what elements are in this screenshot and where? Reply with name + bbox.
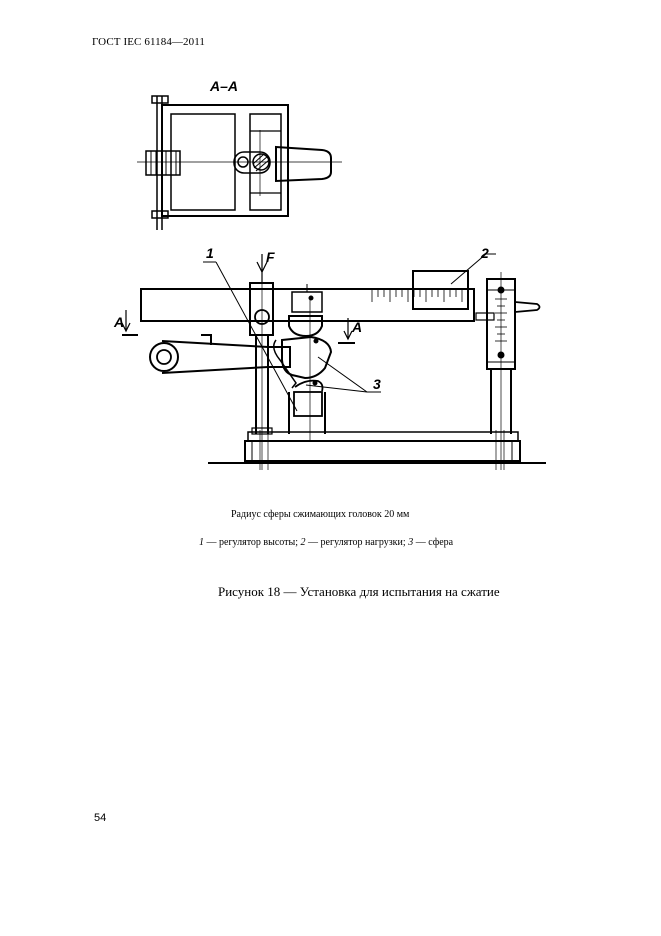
main-elevation-view (122, 254, 546, 470)
section-marker-right: А (352, 319, 363, 335)
document-header: ГОСТ IEC 61184—2011 (92, 36, 206, 48)
legend-text-1: — регулятор высоты; (204, 537, 301, 548)
figure-note: Радиус сферы сжимающих головок 20 мм (231, 509, 410, 520)
legend-num-2: 2 (300, 537, 306, 548)
section-marker-left: А (114, 314, 125, 330)
legend-text-2: — регулятор нагрузки; (305, 537, 409, 548)
legend-num-1: 1 (199, 537, 204, 548)
legend-text-3: — сфера (413, 537, 454, 548)
callout-2-load-regulator: 2 (481, 245, 489, 261)
page-number: 54 (94, 812, 107, 824)
callout-1-height-regulator: 1 (206, 245, 214, 261)
force-label: F (266, 249, 275, 265)
legend-num-3: 3 (408, 537, 414, 548)
figure-legend (199, 537, 453, 548)
figure-caption: Рисунок 18 — Установка для испытания на сжатие (218, 584, 500, 599)
section-label: А–А (210, 78, 239, 94)
callout-3-sphere: 3 (373, 376, 381, 392)
section-view-a-a (137, 78, 342, 230)
